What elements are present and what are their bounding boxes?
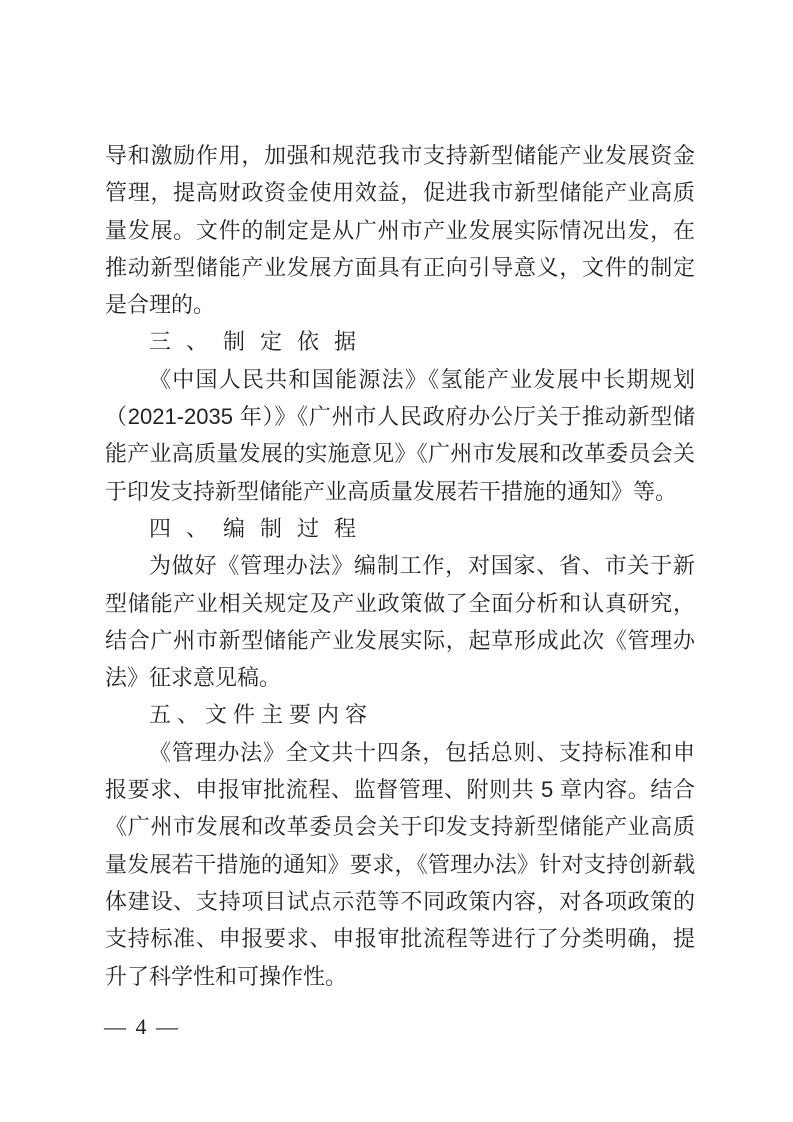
paragraph-drafting-process: 为做好《管理办法》编制工作，对国家、省、市关于新型储能产业相关规定及产业政策做了全面分析和认真研究，结合广州市新型储能产业发展实际，起草形成此次《管理办法》征求意见稿。 (105, 553, 695, 691)
heading-section-5-contents: 五、文件主要内容 (149, 702, 374, 728)
paragraph-rationality-continued: 导和激励作用，加强和规范我市支持新型储能产业发展资金管理，提高财政资金使用效益，促进我市新型储能产业高质量发展。文件的制定是从广州市产业发展实际情况出发，在推动新型储能产业发展方面具有正向引导意义，文件的制定是合理的。 (105, 143, 695, 318)
heading-section-4-process: 四、编制过程 (149, 515, 372, 541)
paragraph-drafting-basis: 《中国人民共和国能源法》《氢能产业发展中长期规划（2021-2035 年）》《广州市人民政府办公厅关于推动新型储能产业高质量发展的实施意见》《广州市发展和改革委员会关于印发支持新型储能产业高质量发展若干措施的通知》等。 (105, 366, 695, 504)
page-number: — 4 — (104, 1014, 180, 1039)
document-body (105, 137, 695, 995)
paragraph-main-contents: 《管理办法》全文共十四条，包括总则、支持标准和申报要求、申报审批流程、监督管理、附则共 5 章内容。结合《广州市发展和改革委员会关于印发支持新型储能产业高质量发展若干措施的通知》要求，《管理办法》针对支持创新载体建设、支持项目试点示范等不同政策内容，对各项政策的支持标准、申报要求、申报审批流程等进行了分类明确，提升了科学性和可操作性。 (105, 739, 695, 989)
heading-section-3-basis: 三、制定依据 (149, 329, 372, 355)
